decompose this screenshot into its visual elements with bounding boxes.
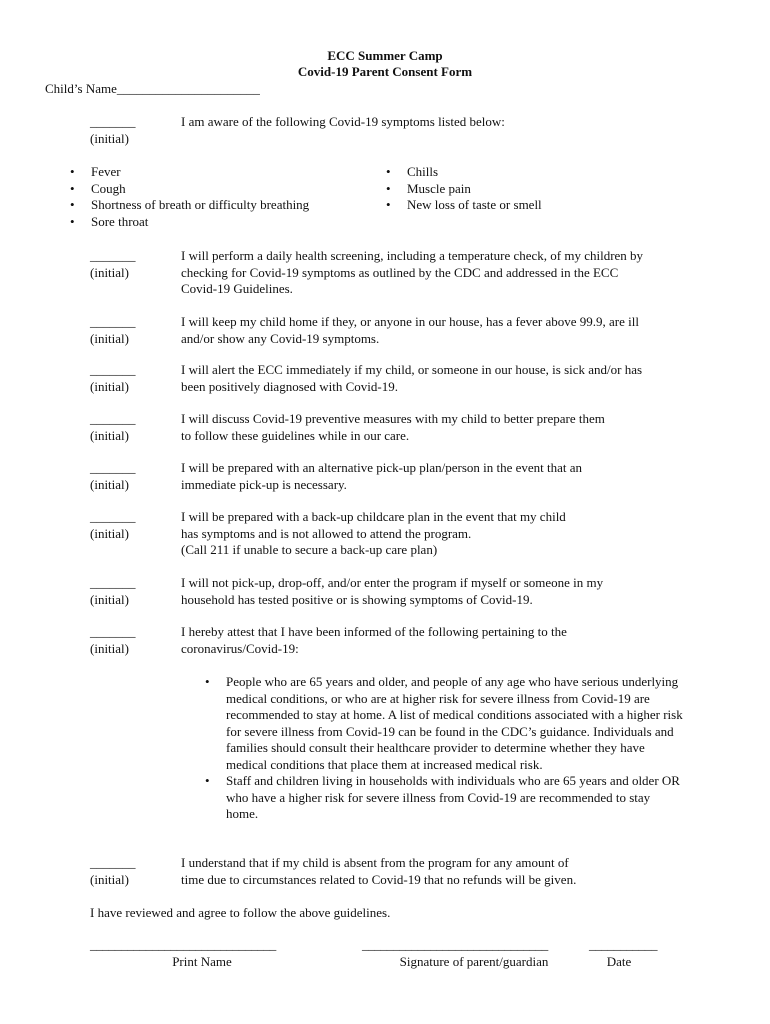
initial-field-childcare-plan[interactable]: [90, 509, 170, 542]
initial-label: (initial): [90, 427, 129, 443]
initial-field-preventive[interactable]: [90, 411, 170, 444]
initial-blank[interactable]: _______: [90, 362, 136, 377]
print-name-line[interactable]: ______________________________: [90, 937, 277, 952]
statement-no-entry: I will not pick-up, drop-off, and/or enter the program if myself or someone in my household has tested positive or is showing symptoms of Covid-19.: [181, 575, 604, 607]
list-item: • Muscle pain: [386, 181, 542, 198]
statement-childcare-plan: I will be prepared with a back-up childcare plan in the event that my child has symptoms and is not allowed to attend the program. (Call 211 if unable to secure a back-up care plan): [181, 509, 566, 557]
initial-label: (initial): [90, 871, 129, 887]
list-item: • Cough: [70, 181, 309, 198]
date-line[interactable]: ___________: [589, 937, 658, 952]
list-item: • New loss of taste or smell: [386, 197, 542, 214]
initial-blank[interactable]: _______: [90, 460, 136, 475]
form-title: ECC Summer Camp: [327, 48, 443, 63]
initial-label: (initial): [90, 378, 129, 394]
print-name-label: Print Name: [172, 954, 232, 969]
initial-blank[interactable]: _______: [90, 624, 136, 639]
initial-field-no-entry[interactable]: [90, 575, 170, 608]
initial-field-alert-ecc[interactable]: [90, 362, 170, 395]
initial-blank[interactable]: _______: [90, 314, 136, 329]
initial-blank[interactable]: _______: [90, 411, 136, 426]
list-item: • Fever: [70, 164, 309, 181]
symptoms-list-right: [386, 164, 542, 214]
child-name-label: Child’s Name: [45, 81, 117, 96]
agreement-text: I have reviewed and agree to follow the above guidelines.: [90, 905, 391, 920]
initial-blank[interactable]: _______: [90, 509, 136, 524]
initial-field-symptoms[interactable]: [90, 114, 170, 147]
initial-field-keep-home[interactable]: [90, 314, 170, 347]
initial-label: (initial): [90, 640, 129, 656]
form-subtitle: Covid-19 Parent Consent Form: [297, 64, 473, 79]
signature-line[interactable]: ______________________________: [362, 937, 549, 952]
initial-blank[interactable]: _______: [90, 248, 136, 263]
initial-field-refund[interactable]: [90, 855, 170, 888]
statement-refund: I understand that if my child is absent from the program for any amount of time due to circumstances related to Covid-19 that no refunds will be given.: [181, 855, 577, 887]
initial-blank[interactable]: _______: [90, 575, 136, 590]
list-item: • Chills: [386, 164, 542, 181]
symptoms-list-left: [70, 164, 309, 230]
date-label: Date: [606, 954, 632, 969]
symptoms-intro: I am aware of the following Covid-19 symptoms listed below:: [181, 114, 505, 129]
initial-label: (initial): [90, 525, 129, 541]
list-item: • People who are 65 years and older, and people of any age who have serious underlying medical conditions, or who are at higher risk for severe illness from Covid-19 are recommended to stay at home. A list of medical conditions associated with a higher risk for severe illness from Covid-19 can be found in the CDC’s guidance. Individuals and families should consult their healthcare provider to determine whether they have medical conditions that place them at increased medical risk.: [205, 674, 685, 773]
statement-keep-home: I will keep my child home if they, or anyone in our house, has a fever above 99.9, are ill and/or show any Covid-19 symptoms.: [181, 314, 639, 346]
initial-blank[interactable]: _______: [90, 855, 136, 870]
statement-health-screening: I will perform a daily health screening, including a temperature check, of my children by checking for Covid-19 symptoms as outlined by the CDC and addressed in the ECC Covid-19 Guidelines.: [181, 248, 644, 296]
initial-label: (initial): [90, 130, 129, 146]
statement-pickup-plan: I will be prepared with an alternative pick-up plan/person in the event that an immediate pick-up is necessary.: [181, 460, 583, 492]
child-name-field[interactable]: [45, 81, 260, 98]
list-item: • Shortness of breath or difficulty breathing: [70, 197, 309, 214]
initial-label: (initial): [90, 476, 129, 492]
initial-label: (initial): [90, 330, 129, 346]
initial-blank[interactable]: _______: [90, 114, 136, 129]
signature-label: Signature of parent/guardian: [399, 954, 549, 969]
list-item: • Sore throat: [70, 214, 309, 231]
child-name-line[interactable]: ______________________: [116, 81, 260, 96]
initial-label: (initial): [90, 264, 129, 280]
initial-field-pickup-plan[interactable]: [90, 460, 170, 493]
initial-label: (initial): [90, 591, 129, 607]
list-item: • Staff and children living in households with individuals who are 65 years and older OR who have a higher risk for severe illness from Covid-19 are recommended to stay home.: [205, 773, 685, 823]
initial-field-health-screening[interactable]: [90, 248, 170, 281]
statement-preventive: I will discuss Covid-19 preventive measures with my child to better prepare them to follow these guidelines while in our care.: [181, 411, 605, 443]
statement-alert-ecc: I will alert the ECC immediately if my child, or someone in our house, is sick and/or has been positively diagnosed with Covid-19.: [181, 362, 643, 394]
attest-bullet-list: [205, 674, 685, 823]
initial-field-attest[interactable]: [90, 624, 170, 657]
statement-attest: I hereby attest that I have been informed of the following pertaining to the coronavirus/Covid-19:: [181, 624, 567, 656]
